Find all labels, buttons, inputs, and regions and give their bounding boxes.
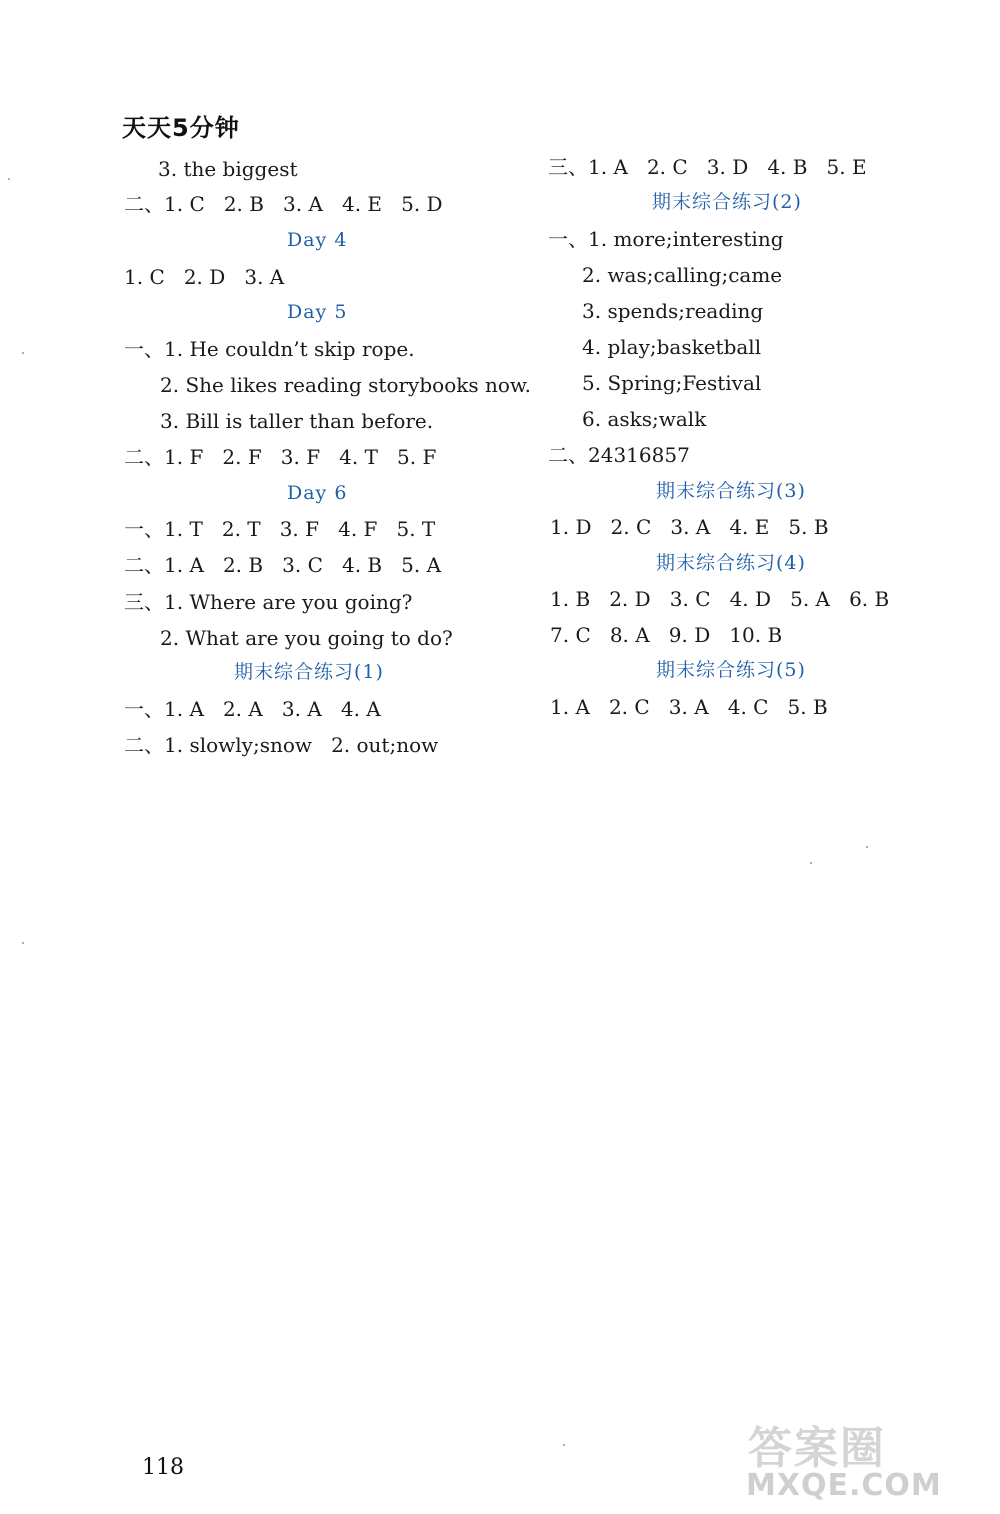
answer-line: 二、1. F 2. F 3. F 4. T 5. F	[124, 445, 437, 469]
watermark-logo-text: 答案圈	[748, 1423, 886, 1474]
answer-line: 2. was;calling;came	[582, 263, 783, 287]
answer-line: 4. play;basketball	[582, 335, 762, 359]
answer-line: 二、24316857	[548, 443, 690, 467]
scan-speck	[810, 862, 812, 864]
scan-speck	[22, 352, 24, 354]
answer-line: 一、1. more;interesting	[548, 227, 784, 251]
scan-speck	[563, 1444, 565, 1446]
answer-line: 三、1. Where are you going?	[124, 590, 413, 614]
section-heading: Day 6	[287, 482, 348, 504]
answer-line: 一、1. A 2. A 3. A 4. A	[124, 697, 381, 721]
answer-line: 5. Spring;Festival	[582, 371, 762, 395]
watermark-site-text: MXQE.COM	[746, 1468, 942, 1503]
answer-line: 二、1. A 2. B 3. C 4. B 5. A	[124, 553, 442, 577]
scan-speck	[8, 178, 10, 180]
section-heading: 期末综合练习(5)	[656, 659, 806, 681]
book-title: 天天5分钟	[122, 114, 240, 142]
section-heading: 期末综合练习(4)	[656, 552, 806, 574]
section-heading: Day 4	[287, 229, 348, 251]
answer-line: 7. C 8. A 9. D 10. B	[550, 623, 783, 647]
answer-line: 3. spends;reading	[582, 299, 764, 323]
answer-line: 二、1. C 2. B 3. A 4. E 5. D	[124, 192, 443, 216]
section-heading: 期末综合练习(2)	[652, 191, 802, 213]
answer-line: 2. What are you going to do?	[160, 626, 453, 650]
scan-speck	[866, 846, 868, 848]
section-heading: 期末综合练习(1)	[234, 661, 384, 683]
section-heading: 期末综合练习(3)	[656, 480, 806, 502]
answer-line: 1. B 2. D 3. C 4. D 5. A 6. B	[550, 587, 890, 611]
answer-line: 3. Bill is taller than before.	[160, 409, 434, 433]
answer-line: 一、1. T 2. T 3. F 4. F 5. T	[124, 517, 436, 541]
answer-line: 6. asks;walk	[582, 407, 707, 431]
answer-line: 一、1. He couldn’t skip rope.	[124, 337, 415, 361]
section-heading: Day 5	[287, 301, 348, 323]
answer-line: 1. D 2. C 3. A 4. E 5. B	[550, 515, 829, 539]
answer-line: 三、1. A 2. C 3. D 4. B 5. E	[548, 155, 867, 179]
answer-line: 2. She likes reading storybooks now.	[160, 373, 531, 397]
answer-line: 二、1. slowly;snow 2. out;now	[124, 733, 439, 757]
answer-line: 3. the biggest	[158, 157, 298, 181]
page-number: 118	[142, 1455, 184, 1480]
answer-line: 1. C 2. D 3. A	[124, 265, 285, 289]
scan-speck	[22, 942, 24, 944]
watermark-logo	[742, 1412, 992, 1508]
answer-line: 1. A 2. C 3. A 4. C 5. B	[550, 695, 828, 719]
